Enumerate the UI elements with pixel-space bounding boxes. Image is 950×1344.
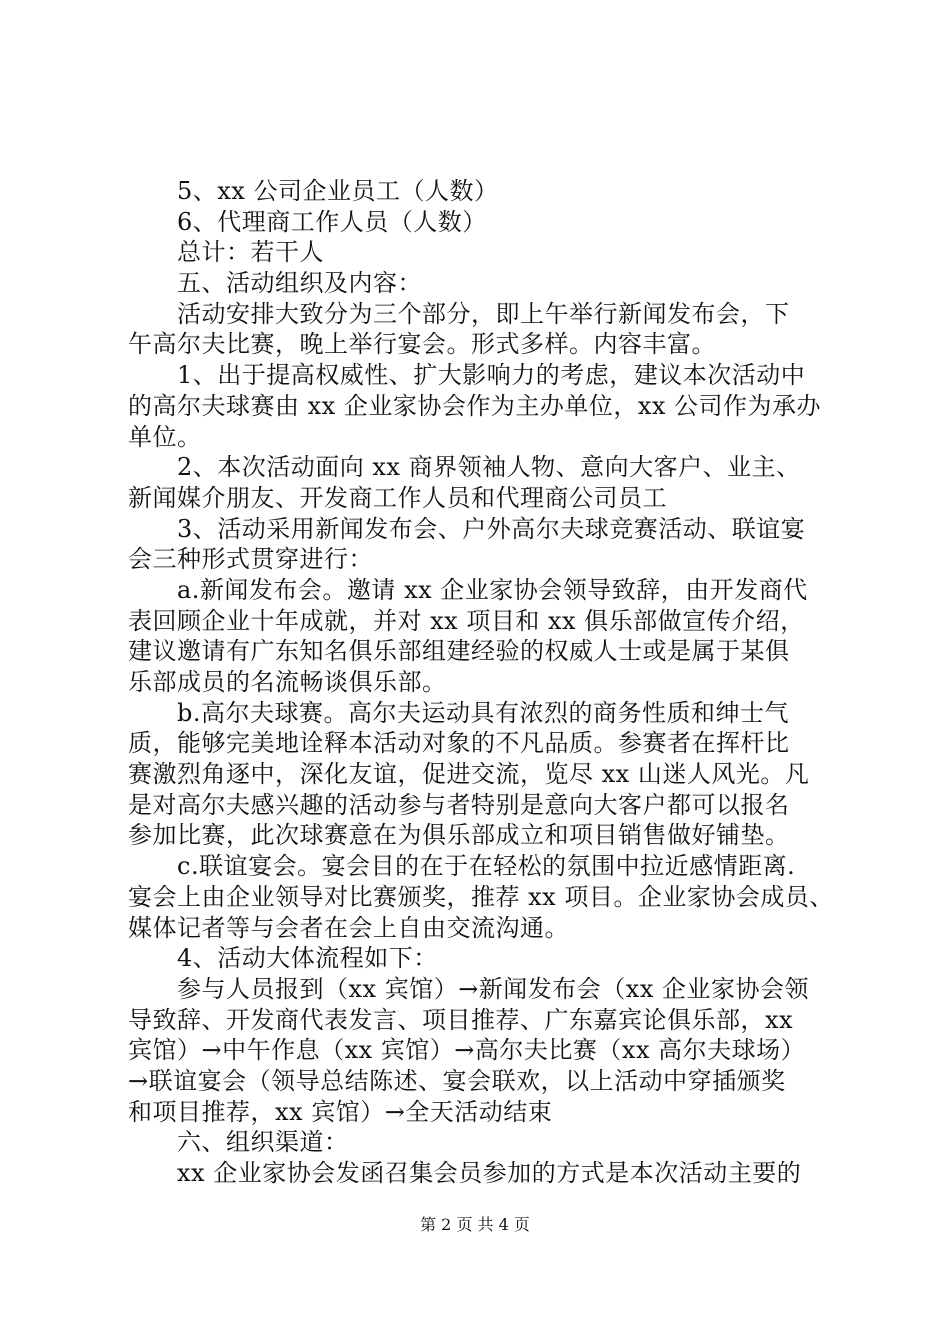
text-line: 导致辞、开发商代表发言、项目推荐、广东嘉宾论俱乐部，xx bbox=[128, 1005, 794, 1034]
text-line: 3、活动采用新闻发布会、户外高尔夫球竞赛活动、联谊宴 bbox=[177, 514, 806, 543]
text-line: 午高尔夫比赛，晚上举行宴会。形式多样。内容丰富。 bbox=[128, 330, 716, 359]
text-line: a.新闻发布会。邀请 xx 企业家协会领导致辞，由开发商代 bbox=[177, 575, 808, 604]
document-body bbox=[128, 176, 838, 1189]
text-line: 和项目推荐，xx 宾馆）→全天活动结束 bbox=[128, 1097, 553, 1126]
text-line: 总计：若干人 bbox=[177, 238, 324, 267]
text-line: 质，能够完美地诠释本活动对象的不凡品质。参赛者在挥杆比 bbox=[128, 729, 790, 758]
text-line: xx 企业家协会发函召集会员参加的方式是本次活动主要的 bbox=[177, 1159, 802, 1187]
text-line: 五、活动组织及内容： bbox=[177, 269, 422, 298]
text-line: 的高尔夫球赛由 xx 企业家协会作为主办单位，xx 公司作为承办 bbox=[128, 391, 822, 420]
text-line: b.高尔夫球赛。高尔夫运动具有浓烈的商务性质和绅士气 bbox=[177, 698, 789, 727]
text-line: 2、本次活动面向 xx 商界领袖人物、意向大客户、业主、 bbox=[177, 453, 801, 482]
text-line: 参与人员报到（xx 宾馆）→新闻发布会（xx 企业家协会领 bbox=[177, 974, 810, 1003]
text-line: 六、组织渠道： bbox=[177, 1128, 349, 1157]
text-line: 乐部成员的名流畅谈俱乐部。 bbox=[128, 668, 447, 696]
text-line: 4、活动大体流程如下： bbox=[177, 944, 438, 973]
text-line: 建议邀请有广东知名俱乐部组建经验的权威人士或是属于某俱 bbox=[128, 637, 790, 666]
text-line: 会三种形式贯穿进行： bbox=[128, 545, 373, 574]
text-line: 1、出于提高权威性、扩大影响力的考虑，建议本次活动中 bbox=[177, 361, 806, 390]
text-line: 活动安排大致分为三个部分，即上午举行新闻发布会，下 bbox=[177, 299, 790, 328]
text-line: 宴会上由企业领导对比赛颁奖，推荐 xx 项目。企业家协会成员、 bbox=[128, 882, 834, 911]
text-line: 赛激烈角逐中，深化友谊，促进交流，览尽 xx 山迷人风光。凡 bbox=[128, 760, 810, 789]
text-line: 宾馆）→中午作息（xx 宾馆）→高尔夫比赛（xx 高尔夫球场） bbox=[128, 1036, 806, 1065]
text-line: 6、代理商工作人员（人数） bbox=[177, 207, 487, 236]
text-line: 新闻媒介朋友、开发商工作人员和代理商公司员工 bbox=[128, 483, 667, 512]
text-line: 表回顾企业十年成就，并对 xx 项目和 xx 俱乐部做宣传介绍， bbox=[128, 606, 805, 635]
text-line: c.联谊宴会。宴会目的在于在轻松的氛围中拉近感情距离. bbox=[177, 852, 796, 881]
text-line: →联谊宴会（领导总结陈述、宴会联欢，以上活动中穿插颁奖 bbox=[128, 1066, 786, 1095]
text-line: 单位。 bbox=[128, 422, 202, 451]
text-line: 媒体记者等与会者在会上自由交流沟通。 bbox=[128, 913, 569, 942]
text-line: 参加比赛，此次球赛意在为俱乐部成立和项目销售做好铺垫。 bbox=[128, 821, 790, 850]
text-line: 是对高尔夫感兴趣的活动参与者特别是意向大客户都可以报名 bbox=[128, 790, 790, 819]
text-line: 5、xx 公司企业员工（人数） bbox=[177, 177, 499, 205]
page-footer: 第 2 页 共 4 页 bbox=[420, 1215, 530, 1234]
